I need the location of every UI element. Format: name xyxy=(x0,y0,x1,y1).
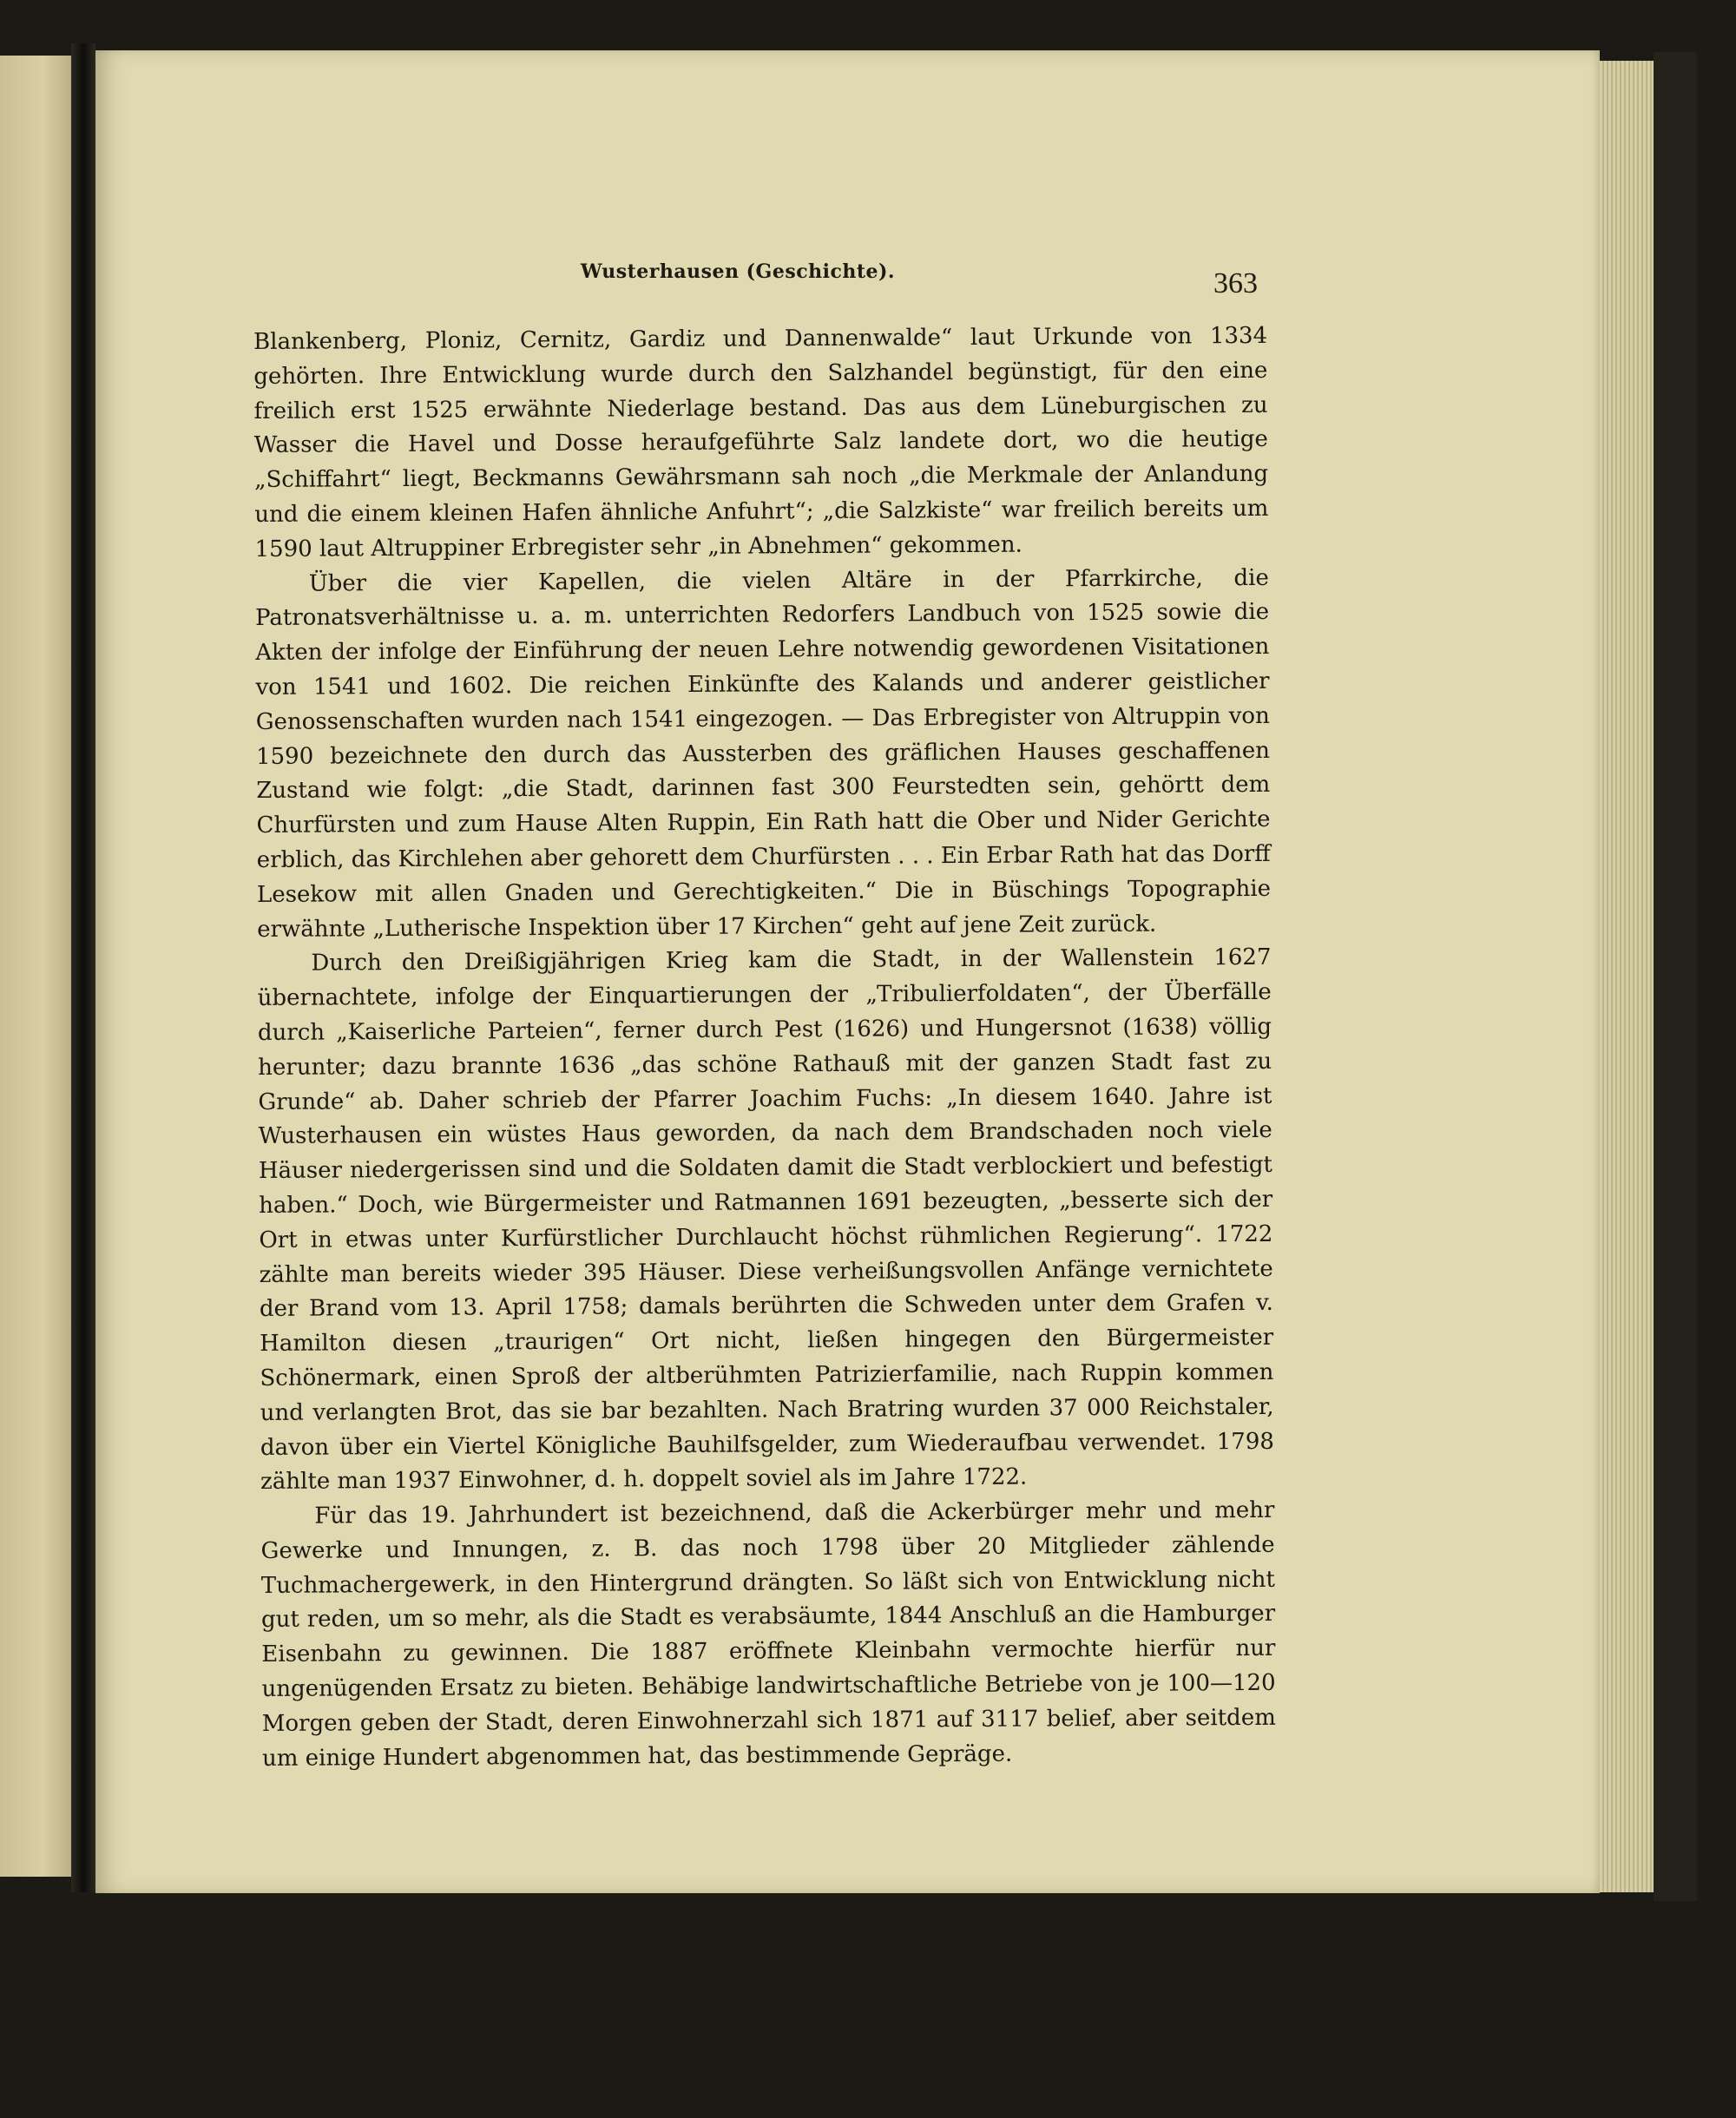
book-cover-edge xyxy=(1654,52,1697,1901)
book-gutter xyxy=(71,43,95,1892)
facing-page-edge xyxy=(0,56,71,1877)
body-text xyxy=(253,319,1276,1777)
paragraph: Blankenberg, Ploniz, Cernitz, Gardiz und Dannenwalde“ laut Urkunde von 1334 gehörten. Ihre Entwicklung wurde durch den Salzhandel begünstigt, für den eine freilich erst 1525 erwähnte Niederlage bestand. Das aus dem Lüneburgischen zu Wasser die Havel und Dosse heraufgeführte Salz landete dort, wo die heutige „Schiffahrt“ liegt, Beckmanns Gewährsmann sah noch „die Merkmale der Anlandung und die einem kleinen Hafen ähnliche Anfuhrt“; „die Salzkiste“ war freilich bereits um 1590 laut Altruppiner Erbregister sehr „in Abnehmen“ gekommen. xyxy=(253,322,1269,562)
page-edge-stack xyxy=(1600,61,1654,1892)
running-head: Wusterhausen (Geschichte). xyxy=(580,260,896,283)
paragraph: Durch den Dreißigjährigen Krieg kam die Stadt, in der Wallenstein 1627 übernachtete, infolge der Einquartierungen der „Tribulierfoldaten“, der Überfälle durch „Kaiserliche Parteien“, ferner durch Pest (1626) und Hungersnot (1638) völlig herunter; dazu brannte 1636 „das schöne Rathauß mit der ganzen Stadt fast zu Grunde“ ab. Daher schrieb der Pfarrer Joachim Fuchs: „In diesem 1640. Jahre ist Wusterhausen ein wüstes Haus geworden, da nach dem Brandschaden noch viele Häuser niedergerissen sind und die Soldaten damit die Stadt verblockiert und befestigt haben.“ Doch, wie Bürgermeister und Ratmannen 1691 bezeugten, „besserte sich der Ort in etwas unter Kurfürstlicher Durchlaucht höchst rühmlichen Regierung“. 1722 zählte man bereits wieder 395 Häuser. Diese verheißungsvollen Anfänge vernichtete der Brand vom 13. April 1758; damals berührten die Schweden unter dem Grafen v. Hamilton diesen „traurigen“ Ort nicht, ließen hingegen den Bürgermeister Schönermark, einen Sproß der altberühmten Patrizierfamilie, nach Ruppin kommen und verlangten Brot, das sie bar bezahlten. Nach Bratring wurden 37 000 Reichstaler, davon über ein Viertel Königliche Bauhilfsgelder, zum Wiederaufbau verwendet. 1798 zählte man 1937 Einwohner, d. h. doppelt soviel als im Jahre 1722. xyxy=(257,944,1274,1496)
paragraph: Für das 19. Jahrhundert ist bezeichnend, daß die Ackerbürger mehr und mehr Gewerke und Innungen, z. B. das noch 1798 über 20 Mitglieder zählende Tuchmachergewerk, in den Hintergrund drängten. So läßt sich von Entwicklung nicht gut reden, um so mehr, als die Stadt es verabsäumte, 1844 Anschluß an die Hamburger Eisenbahn zu gewinnen. Die 1887 eröffnete Kleinbahn vermochte hierfür nur ungenügenden Ersatz zu bieten. Behäbige landwirtschaftliche Betriebe von je 100—120 Morgen geben der Stadt, deren Einwohnerzahl sich 1871 auf 3117 belief, aber seitdem um einige Hundert abgenommen hat, das bestimmende Gepräge. xyxy=(260,1496,1276,1772)
page-number: 363 xyxy=(1213,267,1258,299)
paragraph: Über die vier Kapellen, die vielen Altäre in der Pfarrkirche, die Patronatsverhältnisse u. a. m. unterrichten Redorfers Landbuch von 1525 sowie die Akten der infolge der Einführung der neuen Lehre notwendig gewordenen Visitationen von 1541 und 1602. Die reichen Einkünfte des Kalands und anderer geistlicher Genossenschaften wurden nach 1541 eingezogen. — Das Erbregister von Altruppin von 1590 bezeichnete den durch das Aussterben des gräflichen Hauses geschaffenen Zustand wie folgt: „die Stadt, darinnen fast 300 Feurstedten sein, gehörtt dem Churfürsten und zum Hause Alten Ruppin, Ein Rath hatt die Ober und Nider Gerichte erblich, das Kirchlehen aber gehorett dem Churfürsten . . . Ein Erbar Rath hat das Dorff Lesekow mit allen Gnaden und Gerechtigkeiten.“ Die in Büschings Topographie erwähnte „Lutherische Inspektion über 17 Kirchen“ geht auf jene Zeit zurück. xyxy=(254,564,1272,943)
